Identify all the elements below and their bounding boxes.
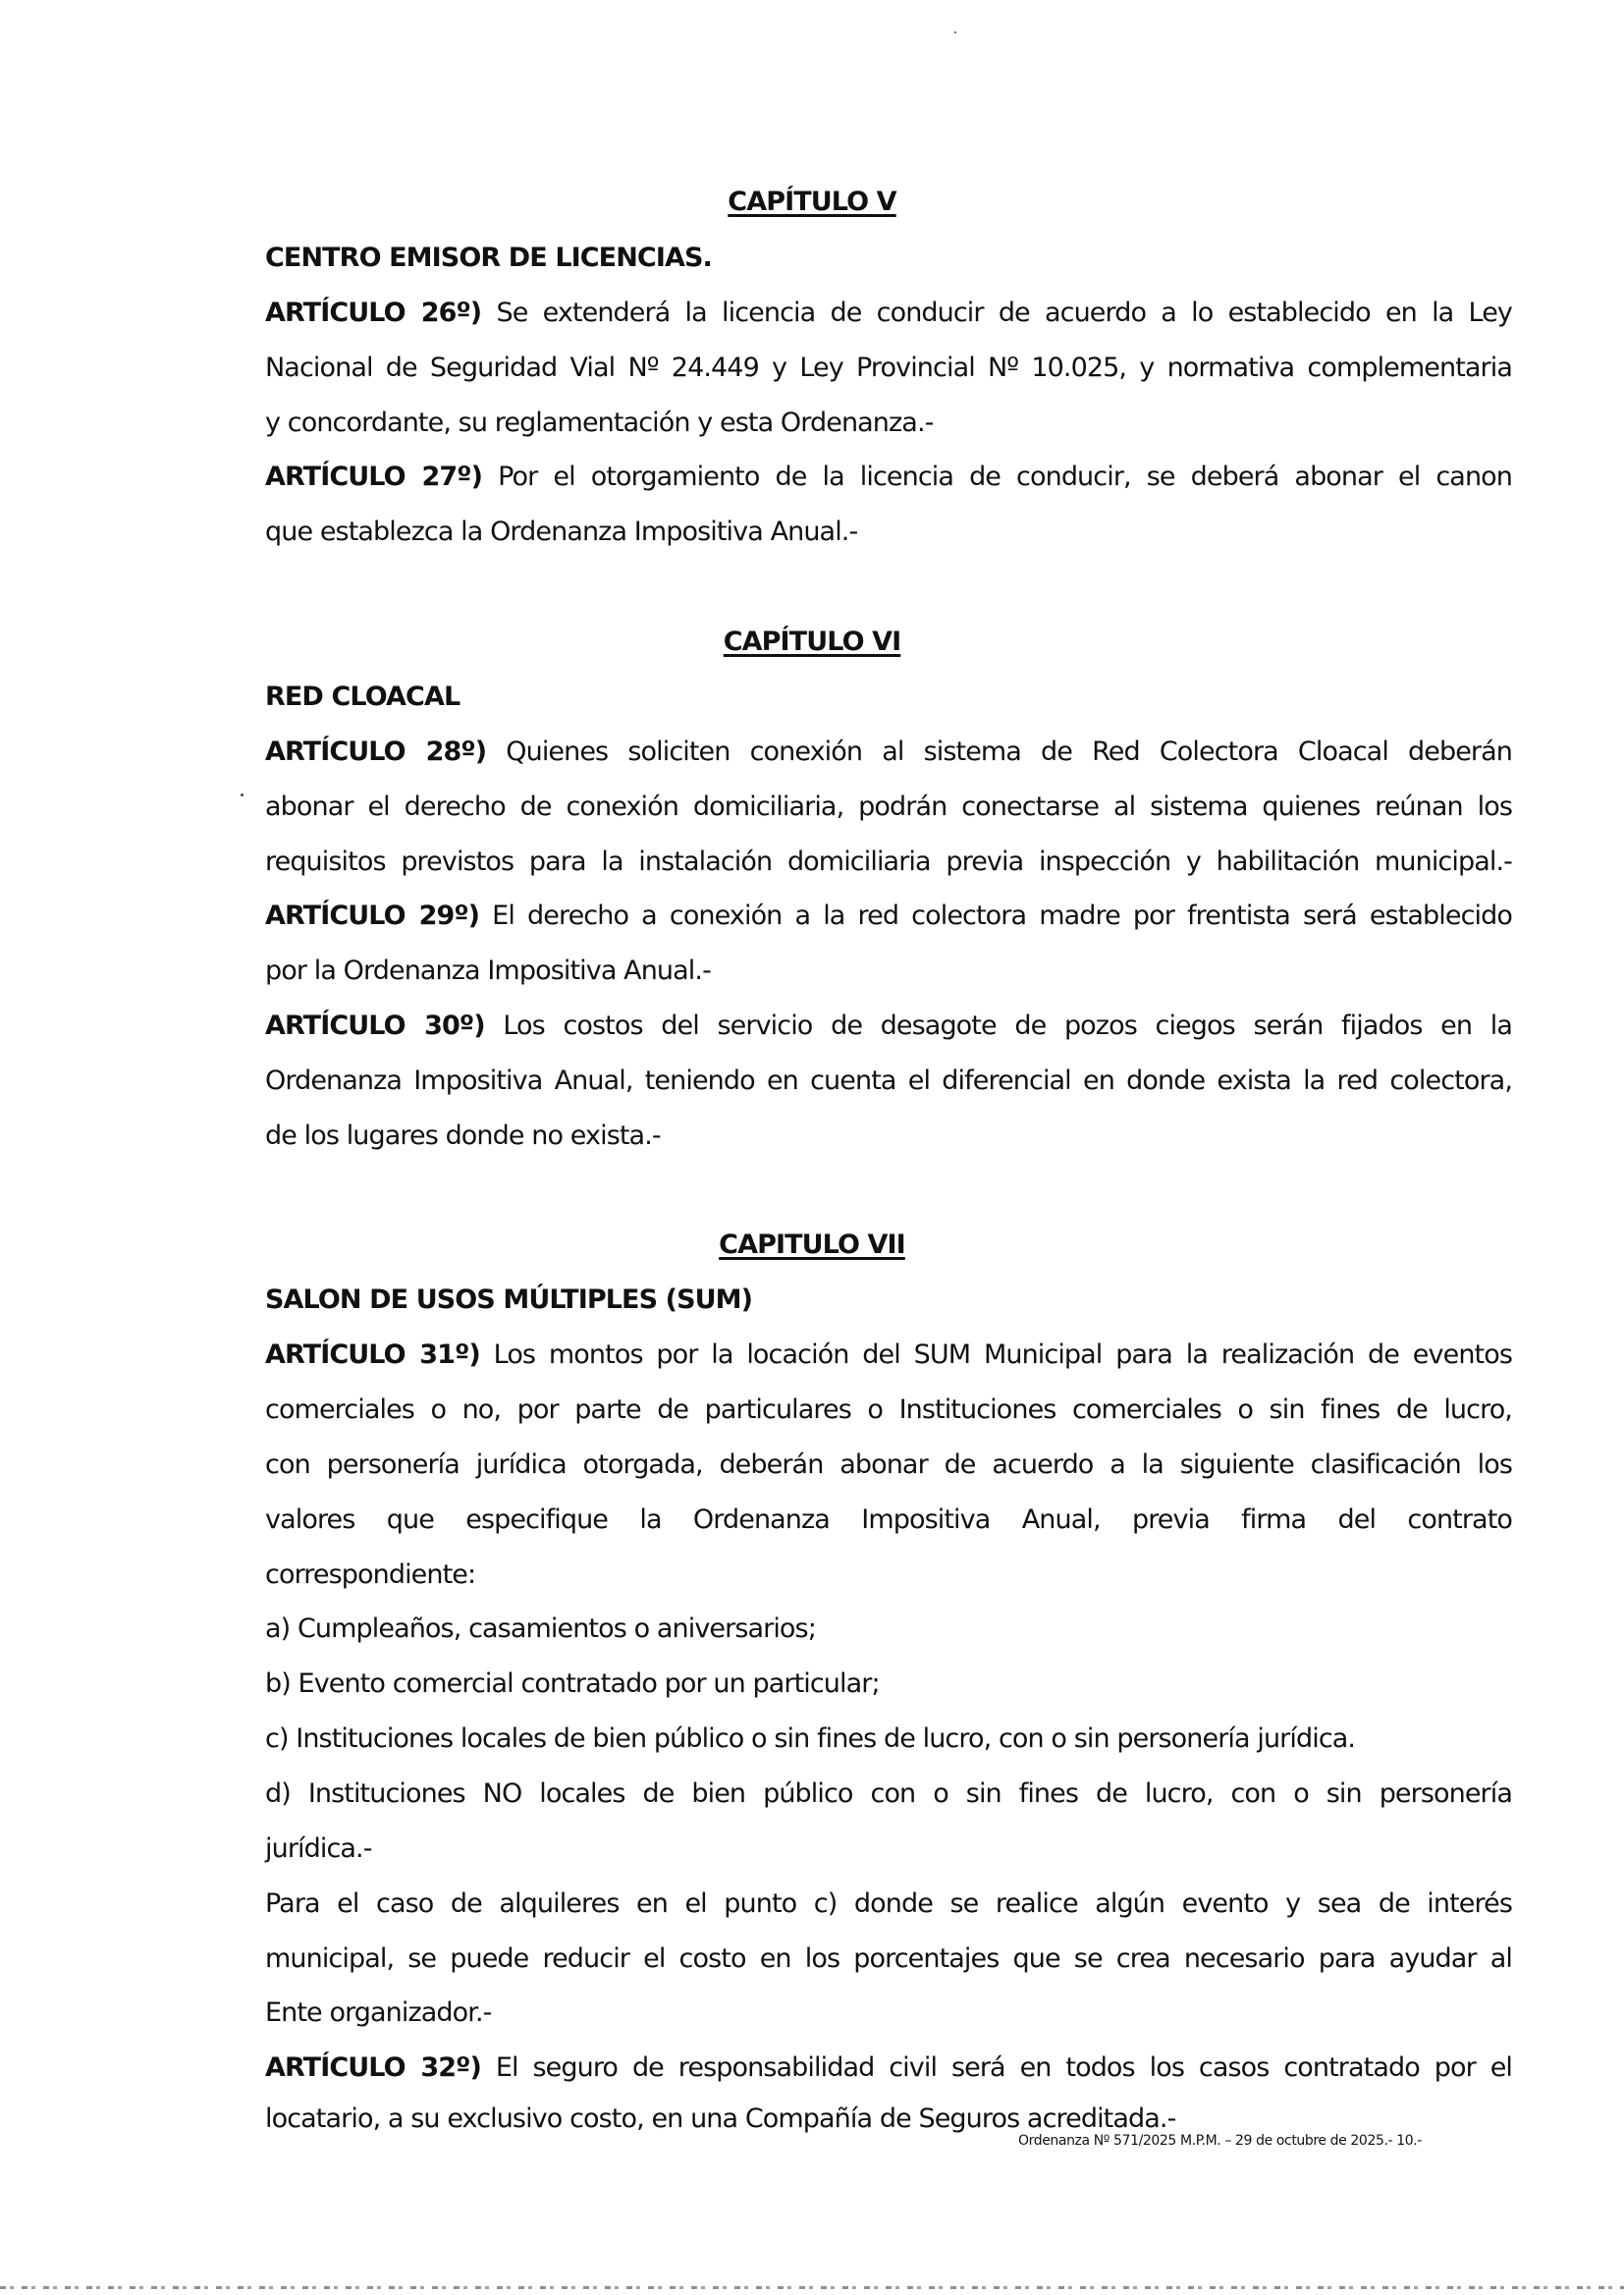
line-text: y concordante, su reglamentación y esta Ordenanza.- <box>265 408 934 438</box>
list-item <box>265 1612 1512 1647</box>
line-text: Los costos del servicio de desagote de pozos ciegos serán fijados en la <box>484 1011 1512 1041</box>
article-label: ARTÍCULO 31º) <box>265 1339 480 1370</box>
article-label: ARTÍCULO 27º) <box>265 462 483 492</box>
list-item <box>265 1776 1512 1812</box>
scan-speck <box>241 793 244 796</box>
article-label: ARTÍCULO 32º) <box>265 2052 481 2083</box>
line-text: Nacional de Seguridad Vial Nº 24.449 y Ley Provincial Nº 10.025, y normativa complementaria <box>265 353 1512 383</box>
paragraph-line <box>265 515 1512 550</box>
paragraph-line <box>265 296 1512 331</box>
list-item <box>265 1667 1512 1702</box>
line-text: El derecho a conexión a la red colectora madre por frentista será establecido <box>479 901 1512 931</box>
line-text: Ordenanza Impositiva Anual, teniendo en cuenta el diferencial en donde exista la red colectora, <box>265 1066 1512 1096</box>
paragraph-line <box>265 1393 1512 1428</box>
line-text: por la Ordenanza Impositiva Anual.- <box>265 956 711 986</box>
paragraph-line <box>265 1995 1512 2031</box>
paragraph-line <box>265 1009 1512 1044</box>
scan-edge <box>0 2286 1624 2289</box>
paragraph-line <box>265 845 1512 880</box>
paragraph-line <box>265 790 1512 825</box>
paragraph-line <box>265 1119 1512 1154</box>
article-label: ARTÍCULO 26º) <box>265 298 482 328</box>
section-heading: RED CLOACAL <box>265 682 460 712</box>
paragraph-line <box>265 2050 1512 2086</box>
line-text: comerciales o no, por parte de particulares o Instituciones comerciales o sin fines de lucro, <box>265 1394 1512 1425</box>
line-text: con personería jurídica otorgada, deberán abonar de acuerdo a la siguiente clasificación los <box>265 1449 1512 1480</box>
paragraph-line <box>265 954 1512 989</box>
line-text: Ente organizador.- <box>265 1997 492 2028</box>
line-text: locatario, a su exclusivo costo, en una Compañía de Seguros acreditada.- <box>265 2104 1176 2134</box>
line-text: Los montos por la locación del SUM Municipal para la realización de eventos <box>479 1339 1512 1370</box>
line-text: correspondiente: <box>265 1559 476 1590</box>
line-text: municipal, se puede reducir el costo en los porcentajes que se crea necesario para ayudar al <box>265 1943 1512 1974</box>
paragraph-line <box>265 1557 1512 1593</box>
line-text: abonar el derecho de conexión domiciliaria, podrán conectarse al sistema quienes reúnan los <box>265 792 1512 822</box>
paragraph-line <box>265 406 1512 441</box>
scan-speck <box>954 31 956 33</box>
paragraph-line <box>265 1886 1512 1922</box>
line-text: Para el caso de alquileres en el punto c) donde se realice algún evento y sea de interés <box>265 1888 1512 1919</box>
line-text: que establezca la Ordenanza Impositiva Anual.- <box>265 517 858 547</box>
section-heading: CENTRO EMISOR DE LICENCIAS. <box>265 243 712 273</box>
chapter-title: CAPÍTULO VI <box>723 627 901 657</box>
line-text: El seguro de responsabilidad civil será en todos los casos contratado por el <box>480 2052 1513 2083</box>
article-label: ARTÍCULO 29º) <box>265 901 480 931</box>
line-text: valores que especifique la Ordenanza Impositiva Anual, previa firma del contrato <box>265 1504 1512 1535</box>
line-text: b) Evento comercial contratado por un particular; <box>265 1668 880 1699</box>
list-item <box>265 1721 1512 1757</box>
line-text: Por el otorgamiento de la licencia de conducir, se deberá abonar el canon <box>482 462 1512 492</box>
paragraph-line <box>265 351 1512 386</box>
article-label: ARTÍCULO 30º) <box>265 1011 485 1041</box>
line-text: Se extenderá la licencia de conducir de acuerdo a lo establecido en la Ley <box>481 298 1512 328</box>
line-text: c) Instituciones locales de bien público o sin fines de lucro, con o sin personería jurídica. <box>265 1723 1356 1754</box>
article-label: ARTÍCULO 28º) <box>265 737 487 767</box>
chapter-title: CAPITULO VII <box>719 1229 905 1260</box>
line-text: d) Instituciones NO locales de bien público con o sin fines de lucro, con o sin personería <box>265 1778 1512 1809</box>
section-heading: SALON DE USOS MÚLTIPLES (SUM) <box>265 1284 753 1315</box>
paragraph-line <box>265 2102 1512 2137</box>
page-footer: Ordenanza Nº 571/2025 M.P.M. – 29 de octubre de 2025.- 10.- <box>1018 2133 1422 2149</box>
line-text: requisitos previstos para la instalación domiciliaria previa inspección y habilitación municipal.- <box>265 847 1512 877</box>
line-text: de los lugares donde no exista.- <box>265 1120 661 1151</box>
paragraph-line <box>265 1941 1512 1977</box>
line-text: jurídica.- <box>265 1833 372 1864</box>
paragraph-line <box>265 1064 1512 1099</box>
line-text: a) Cumpleaños, casamientos o aniversarios; <box>265 1613 816 1644</box>
paragraph-line <box>265 1503 1512 1538</box>
line-text: Quienes soliciten conexión al sistema de Red Colectora Cloacal deberán <box>486 737 1512 767</box>
chapter-title: CAPÍTULO V <box>728 187 896 217</box>
paragraph-line <box>265 460 1512 495</box>
paragraph-line <box>265 1448 1512 1483</box>
paragraph-line <box>265 1831 1512 1867</box>
paragraph-line <box>265 899 1512 934</box>
paragraph-line <box>265 735 1512 770</box>
paragraph-line <box>265 1338 1512 1373</box>
